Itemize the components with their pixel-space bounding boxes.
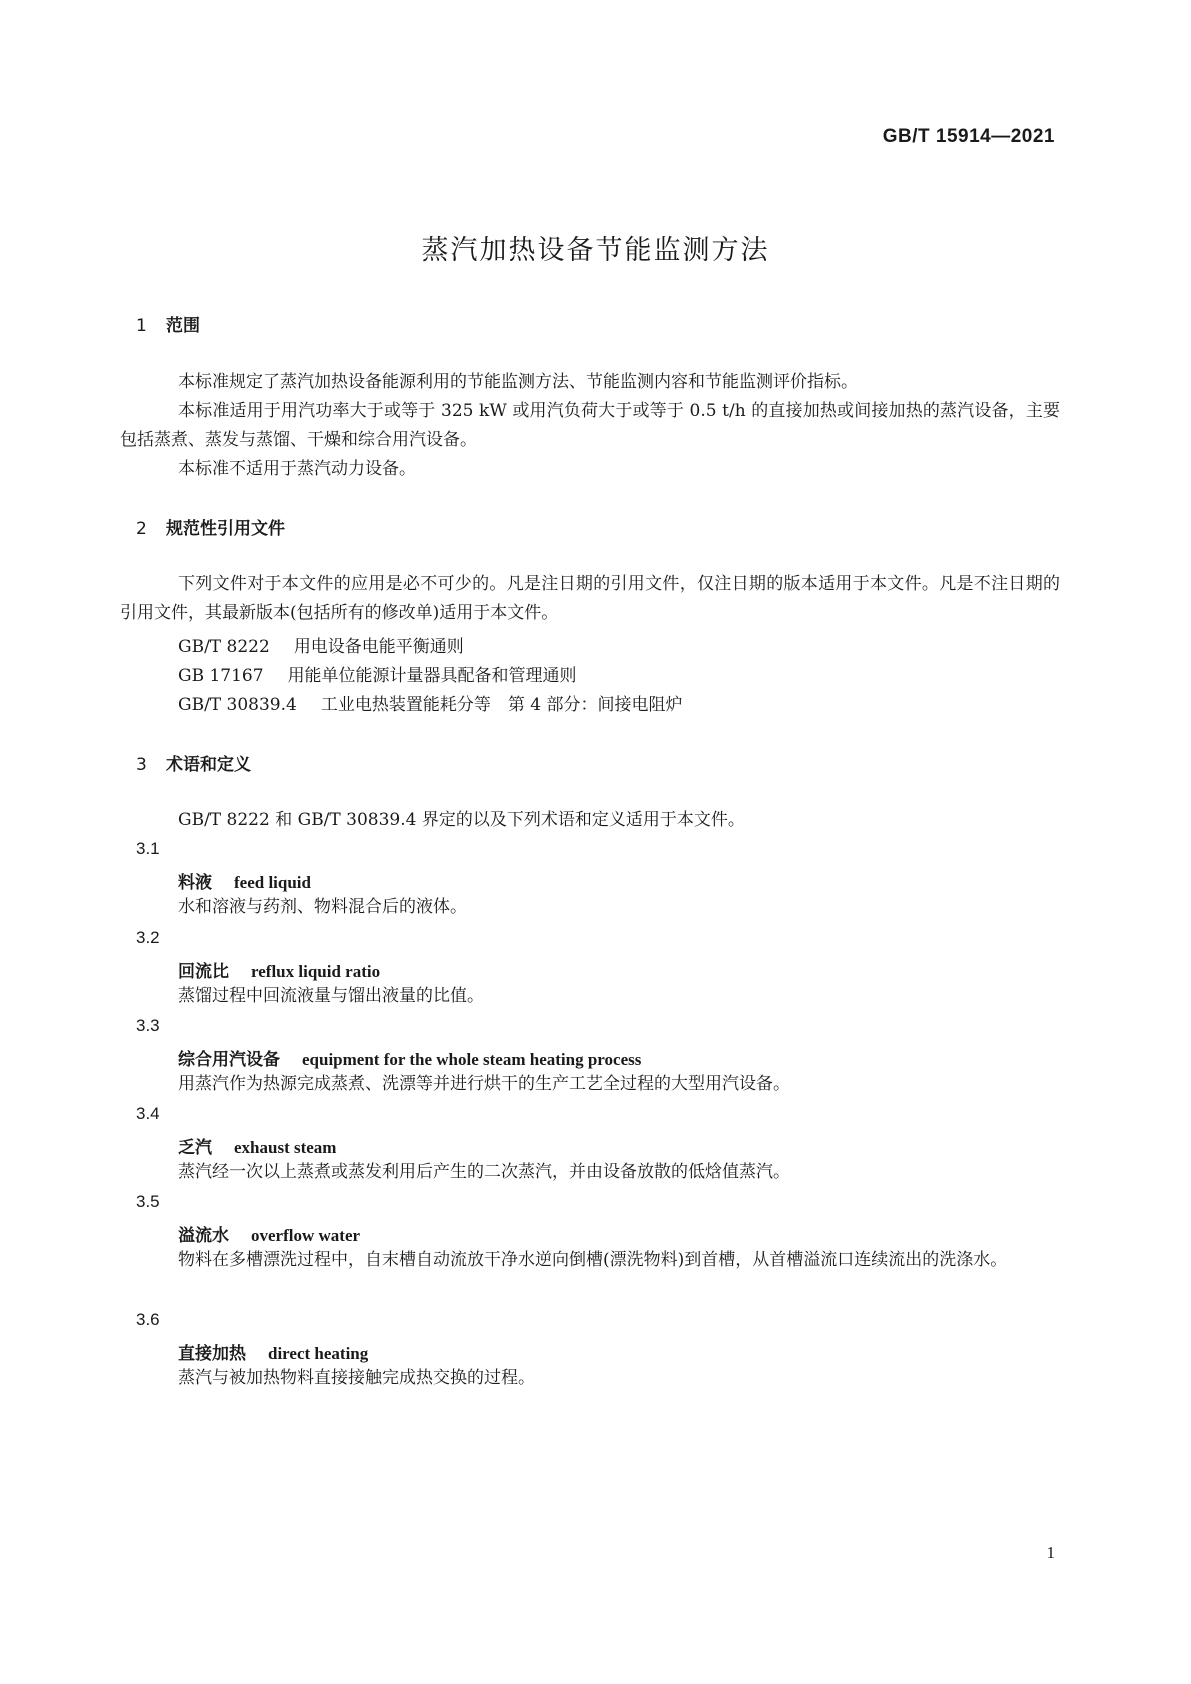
reference-code: GB/T 30839.4: [178, 695, 297, 715]
standard-code: GB/T 15914—2021: [882, 126, 1055, 147]
term-number: 3.4: [136, 1104, 160, 1123]
term-entry: [178, 1339, 368, 1364]
paragraph: GB/T 8222 和 GB/T 30839.4 界定的以及下列术语和定义适用于本文件。: [178, 810, 745, 830]
section-title: 术语和定义: [166, 755, 251, 775]
term-entry: [178, 868, 311, 893]
term-number: 3.2: [136, 928, 160, 947]
term-number: 3.5: [136, 1192, 160, 1211]
term-definition: 用蒸汽作为热源完成蒸煮、洗漂等并进行烘干的生产工艺全过程的大型用汽设备。: [178, 1074, 790, 1094]
reference-code: GB 17167: [178, 666, 264, 686]
reference-code: GB/T 8222: [178, 637, 270, 657]
term-entry: [178, 1133, 336, 1158]
term-entry: [178, 957, 380, 982]
reference-title: 工业电热装置能耗分等 第 4 部分：间接电阻炉: [320, 695, 683, 715]
term-chinese: 溢流水: [178, 1226, 229, 1246]
paragraph: 本标准适用于用汽功率大于或等于 325 kW 或用汽负荷大于或等于 0.5 t/h 的直接加热或间接加热的蒸汽设备，主要包括蒸煮、蒸发与蒸馏、干燥和综合用汽设备。: [120, 401, 1060, 450]
section-number: 1: [136, 316, 147, 336]
section-title: 范围: [166, 316, 200, 336]
term-english: feed liquid: [234, 873, 311, 892]
term-english: overflow water: [251, 1226, 361, 1245]
reference-title: 用能单位能源计量器具配备和管理通则: [287, 666, 577, 686]
section-heading-terms-definitions: [136, 750, 251, 775]
section-number: 2: [136, 519, 147, 539]
paragraph: 下列文件对于本文件的应用是必不可少的。凡是注日期的引用文件，仅注日期的版本适用于本文件。凡是不注日期的引用文件，其最新版本(包括所有的修改单)适用于本文件。: [120, 574, 1060, 623]
reference-title: 用电设备电能平衡通则: [293, 637, 464, 657]
term-chinese: 料液: [178, 873, 212, 893]
section-title: 规范性引用文件: [166, 519, 285, 539]
reference-item: [178, 661, 577, 686]
term-definition: 蒸汽与被加热物料直接接触完成热交换的过程。: [178, 1368, 535, 1388]
document-title: 蒸汽加热设备节能监测方法: [421, 235, 770, 266]
section-heading-normative-references: [136, 514, 285, 539]
term-entry: [178, 1221, 360, 1246]
term-definition: 水和溶液与药剂、物料混合后的液体。: [178, 897, 467, 917]
term-number: 3.3: [136, 1016, 160, 1035]
reference-item: [178, 690, 682, 715]
term-number: 3.6: [136, 1310, 160, 1329]
page-number: 1: [1046, 1543, 1055, 1562]
term-chinese: 回流比: [178, 962, 229, 982]
paragraph: 本标准不适用于蒸汽动力设备。: [178, 459, 416, 479]
term-definition: 蒸馏过程中回流液量与馏出液量的比值。: [178, 986, 484, 1006]
term-english: exhaust steam: [234, 1138, 337, 1157]
section-heading-scope: [136, 311, 200, 336]
term-definition: 物料在多槽漂洗过程中，自末槽自动流放干净水逆向倒槽(漂洗物料)到首槽，从首槽溢流口连续流出的洗涤水。: [178, 1250, 1008, 1270]
term-chinese: 综合用汽设备: [178, 1050, 280, 1070]
term-entry: [178, 1045, 641, 1070]
paragraph: 本标准规定了蒸汽加热设备能源利用的节能监测方法、节能监测内容和节能监测评价指标。: [178, 372, 858, 392]
term-english: equipment for the whole steam heating process: [302, 1050, 642, 1069]
term-definition: 蒸汽经一次以上蒸煮或蒸发利用后产生的二次蒸汽，并由设备放散的低焓值蒸汽。: [178, 1162, 790, 1182]
reference-item: [178, 632, 464, 657]
term-chinese: 乏汽: [178, 1138, 212, 1158]
term-number: 3.1: [136, 839, 160, 858]
section-number: 3: [136, 755, 147, 775]
term-english: direct heating: [268, 1344, 369, 1363]
term-english: reflux liquid ratio: [251, 962, 381, 981]
term-chinese: 直接加热: [178, 1344, 246, 1364]
